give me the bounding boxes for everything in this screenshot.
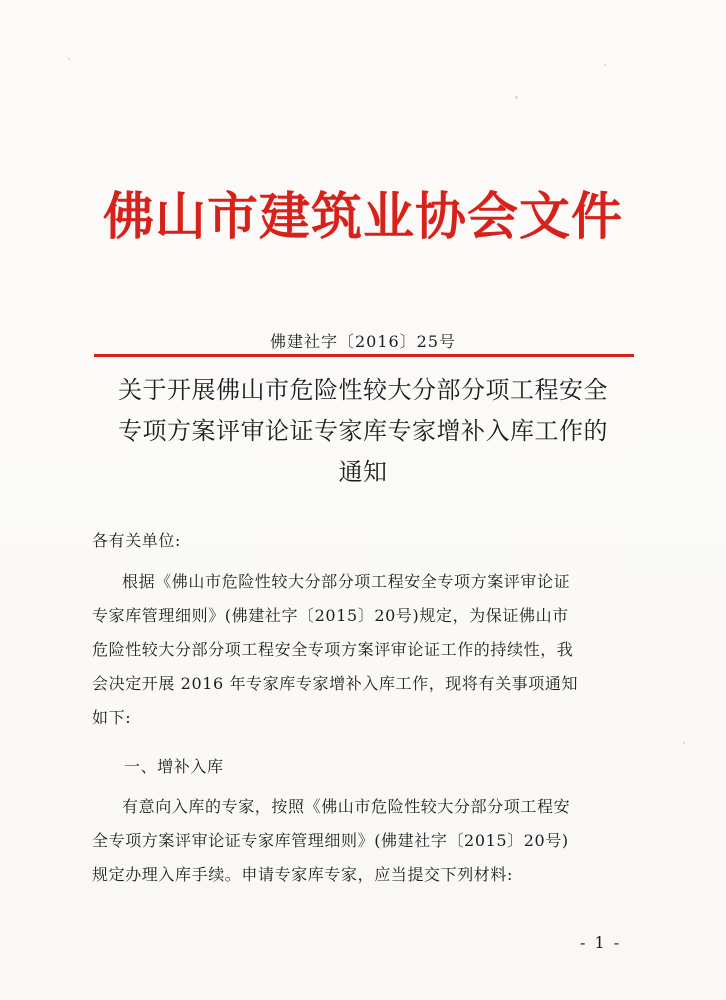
- paragraph-line: 危险性较大分部分项工程安全专项方案评审论证工作的持续性，我: [92, 640, 574, 659]
- paragraph-line: 根据《佛山市危险性较大分部分项工程安全专项方案评审论证: [122, 572, 571, 591]
- section-heading: 一、增补入库: [124, 757, 224, 776]
- red-divider-rule: [94, 354, 634, 357]
- document-number: 佛建社字〔2016〕25号: [269, 332, 457, 351]
- title-line: 关于开展佛山市危险性较大分部分项工程安全: [118, 376, 608, 404]
- page-number: - 1 -: [580, 933, 622, 952]
- paragraph-line: 有意向入库的专家，按照《佛山市危险性较大分部分项工程安: [122, 797, 571, 816]
- notice-title: [90, 370, 636, 493]
- paragraph-line: 规定办理入库手续。申请专家库专家，应当提交下列材料:: [92, 865, 513, 884]
- title-line: 通知: [338, 458, 388, 486]
- scan-speck: [515, 96, 518, 99]
- letterhead-title: 佛山市建筑业协会文件: [102, 187, 623, 247]
- scan-speck: [604, 64, 606, 66]
- paragraph-line: 如下:: [92, 708, 132, 727]
- paragraph-line: 全专项方案评审论证专家库管理细则》(佛建社字〔2015〕20号): [92, 831, 569, 850]
- paragraph-line: 专家库管理细则》(佛建社字〔2015〕20号)规定，为保证佛山市: [92, 606, 569, 625]
- paragraph-line: 会决定开展 2016 年专家库专家增补入库工作，现将有关事项通知: [92, 674, 579, 693]
- scan-speck: [68, 58, 70, 60]
- paragraph-admission: [92, 790, 640, 892]
- scan-speck: [683, 742, 685, 744]
- salutation: 各有关单位:: [92, 531, 181, 550]
- title-line: 专项方案评审论证专家库专家增补入库工作的: [118, 417, 608, 445]
- paragraph-intro: [92, 565, 640, 735]
